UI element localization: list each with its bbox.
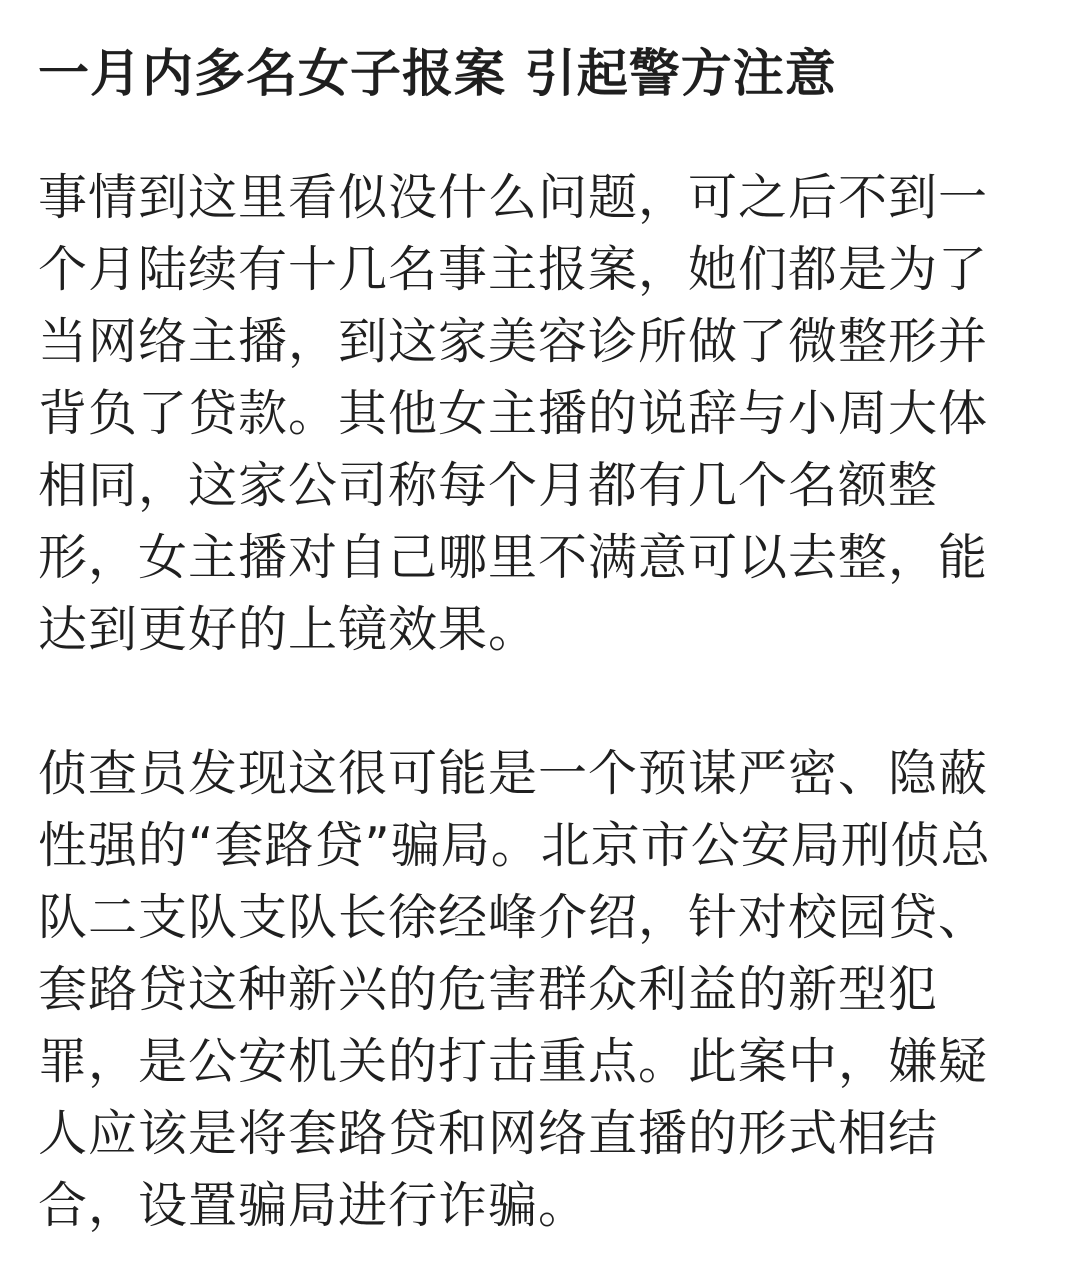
paragraph-line: 罪，是公安机关的打击重点。此案中，嫌疑 — [38, 1033, 989, 1090]
paragraph-line: 套路贷这种新兴的危害群众利益的新型犯 — [38, 961, 939, 1018]
article-headline: 一月内多名女子报案 引起警方注意 — [38, 45, 837, 104]
paragraph-line: 事情到这里看似没什么问题，可之后不到一 — [38, 169, 989, 226]
paragraph-line: 个月陆续有十几名事主报案，她们都是为了 — [38, 241, 989, 298]
paragraph-line: 相同，这家公司称每个月都有几个名额整 — [38, 457, 939, 514]
article — [38, 30, 1038, 1242]
paragraph-line: 性强的“套路贷”骗局。北京市公安局刑侦总 — [38, 817, 991, 874]
paragraph-line: 形，女主播对自己哪里不满意可以去整，能 — [38, 529, 989, 586]
paragraph-1 — [38, 162, 1038, 666]
paragraph-2 — [38, 738, 1038, 1242]
paragraph-line: 合，设置骗局进行诈骗。 — [38, 1177, 589, 1234]
paragraph-line: 侦查员发现这很可能是一个预谋严密、隐蔽 — [38, 745, 989, 802]
paragraph-line: 人应该是将套路贷和网络直播的形式相结 — [38, 1105, 939, 1162]
paragraph-line: 当网络主播，到这家美容诊所做了微整形并 — [38, 313, 989, 370]
paragraph-line: 队二支队支队长徐经峰介绍，针对校园贷、 — [38, 889, 989, 946]
paragraph-line: 达到更好的上镜效果。 — [38, 601, 539, 658]
paragraph-line: 背负了贷款。其他女主播的说辞与小周大体 — [38, 385, 989, 442]
